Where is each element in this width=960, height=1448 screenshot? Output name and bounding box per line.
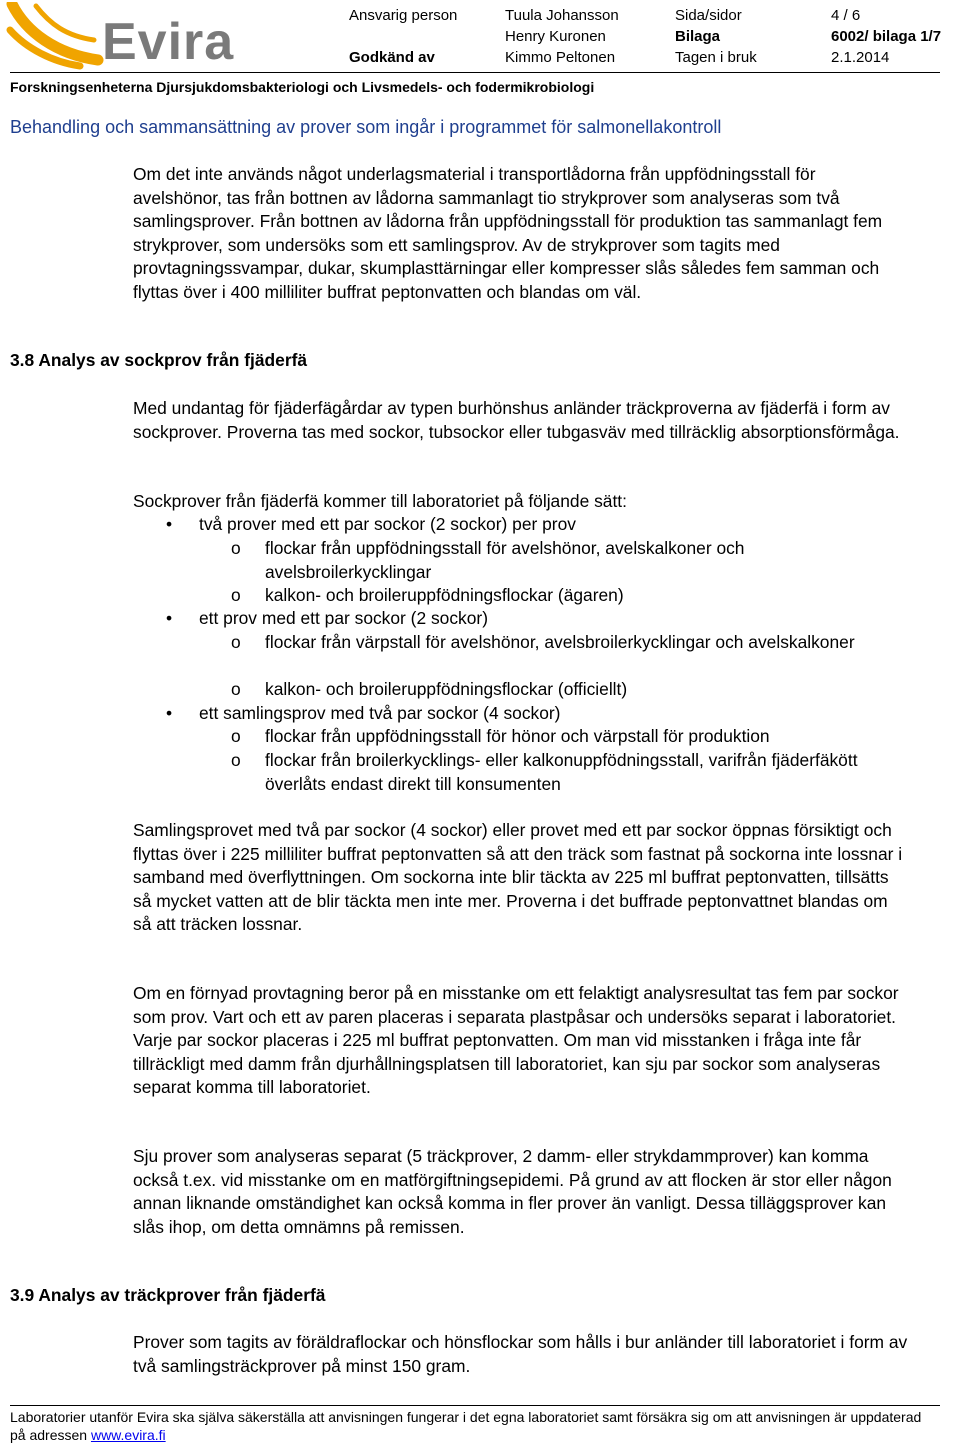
attachment-label: Bilaga [675,28,721,45]
footer-divider [10,1405,940,1406]
list-item: två prover med ett par sockor (2 sockor) per prov [199,514,576,534]
evira-emblem-icon [6,2,106,70]
responsible-name-1: Tuula Johansson [505,7,619,24]
effective-label: Tagen i bruk [675,49,757,66]
approved-label: Godkänd av [349,49,435,66]
sub-list-item: flockar från broilerkycklings- eller kalkonuppfödningsstall, varifrån fjäderfäkött överlåts endast direkt till konsumenten [265,750,858,794]
bullet-icon: • [166,703,173,723]
bullet-icon: • [166,608,173,628]
evira-logo [6,2,241,70]
department: Forskningsenheterna Djursjukdomsbakteriologi och Livsmedels- och fodermikrobiologi [10,79,595,95]
responsible-name-2: Henry Kuronen [505,28,606,45]
paragraph-sock-samples-arrival: Sockprover från fjäderfä kommer till laboratoriet på följande sätt: [133,491,627,511]
sub-list-item: flockar från uppfödningsstall för hönor och värpstall för produktion [265,726,770,746]
section-3-9-heading: 3.9 Analys av träckprover från fjäderfä [10,1285,326,1305]
sub-bullet-icon: o [231,538,241,558]
responsible-label: Ansvarig person [349,7,458,24]
document-title: Behandling och sammansättning av prover som ingår i programmet för salmonellakontroll [10,117,722,137]
paragraph-swab-samples: Om det inte används något underlagsmaterial i transportlådorna från uppfödningsstall för avelshönor, tas från bottnen av lådorna sammanlagt tio strykprover som analyseras som två samlingsprover. Från bottnen av lådorna från uppfödningsstall för produktion tas sammanlagt fem strykprover, som undersöks som ett samlingsprov. Av de strykprover som tagits med provtagningssvampar, dukar, skumplasttärningar eller kompresser slås således fem samman och flyttas över i 400 milliliter buffrat peptonvatten och blandas om väl. [133,164,883,302]
header-divider [10,72,940,73]
evira-wordmark: Evira [102,13,235,71]
sub-bullet-icon: o [231,585,241,605]
paragraph-sock-samples-intro: Med undantag för fjäderfägårdar av typen burhönshus anländer träckproverna av fjäderfä i form av sockprover. Proverna tas med sockor, tubsockor eller tubgasväv med tillräcklig absorptionsförmåga. [133,398,900,442]
bullet-icon: • [166,514,173,534]
sub-list-item: flockar från värpstall för avelshönor, avelsbroilerkycklingar och avelskalkoner [265,632,855,652]
section-3-8-heading: 3.8 Analys av sockprov från fjäderfä [10,350,308,370]
sub-bullet-icon: o [231,750,241,770]
sub-list-item: flockar från uppfödningsstall för avelshönor, avelskalkoner och avelsbroilerkycklingar [265,538,745,582]
evira-link[interactable]: www.evira.fi [90,1426,166,1443]
pages-label: Sida/sidor [675,7,742,24]
pages-value: 4 / 6 [831,7,861,24]
sub-bullet-icon: o [231,632,241,652]
paragraph-pooled-sample: Samlingsprovet med två par sockor (4 sockor) eller provet med ett par sockor öppnas försiktigt och flyttas över i 225 milliliter buffrat peptonvatten så att den träck som fastnat på sockorna inte lossnar i samband med överflyttningen. Om sockorna inte blir täckta av 225 ml buffrat peptonvatten, tillsätts så mycket vatten att de blir täckta men inte mer. Proverna i det buffrade peptonvattnet blandas om så att träcken lossnar. [133,820,903,934]
sub-list-item: kalkon- och broileruppfödningsflockar (ägaren) [265,585,624,605]
list-item: ett prov med ett par sockor (2 sockor) [199,608,488,628]
approved-value: Kimmo Peltonen [505,49,616,66]
paragraph-seven-samples: Sju prover som analyseras separat (5 träckprover, 2 damm- eller strykdammprover) kan komma också t.ex. vid misstanke om en matförgiftningsepidemi. På grund av att flocken är stor eller någon annan liknande omständighet kan också komma in fler prover än vanligt. Dessa tilläggsprover kan slås ihop, om detta omnämns på remissen. [133,1146,892,1237]
list-item: ett samlingsprov med två par sockor (4 sockor) [199,703,561,723]
sub-list-item: kalkon- och broileruppfödningsflockar (officiellt) [265,679,628,699]
effective-value: 2.1.2014 [831,49,890,66]
attachment-value: 6002/ bilaga 1/7 [831,28,942,45]
sub-bullet-icon: o [231,726,241,746]
footer-text: Laboratorier utanför Evira ska själva säkerställa att anvisningen fungerar i det egna laboratoriet samt försäkra sig om att anvisningen är uppdaterad på adressen [10,1409,922,1443]
paragraph-fecal-samples: Prover som tagits av föräldraflockar och hönsflockar som hålls i bur anländer till laboratoriet i form av två samlingsträckprover på minst 150 gram. [133,1332,908,1376]
footer-note [10,1409,940,1444]
sub-bullet-icon: o [231,679,241,699]
paragraph-resampling: Om en förnyad provtagning beror på en misstanke om ett felaktigt analysresultat tas fem par sockor som prov. Vart och ett av paren placeras i separata plastpåsar och undersöks separat i laboratoriet. Varje par sockor placeras i 225 ml buffrat peptonvatten. Om man vid misstanken i fråga inte får tillräckligt med damm från djurhållningsplatsen till laboratoriet, kan sju par sockor som analyseras separat komma till laboratoriet. [133,983,899,1097]
